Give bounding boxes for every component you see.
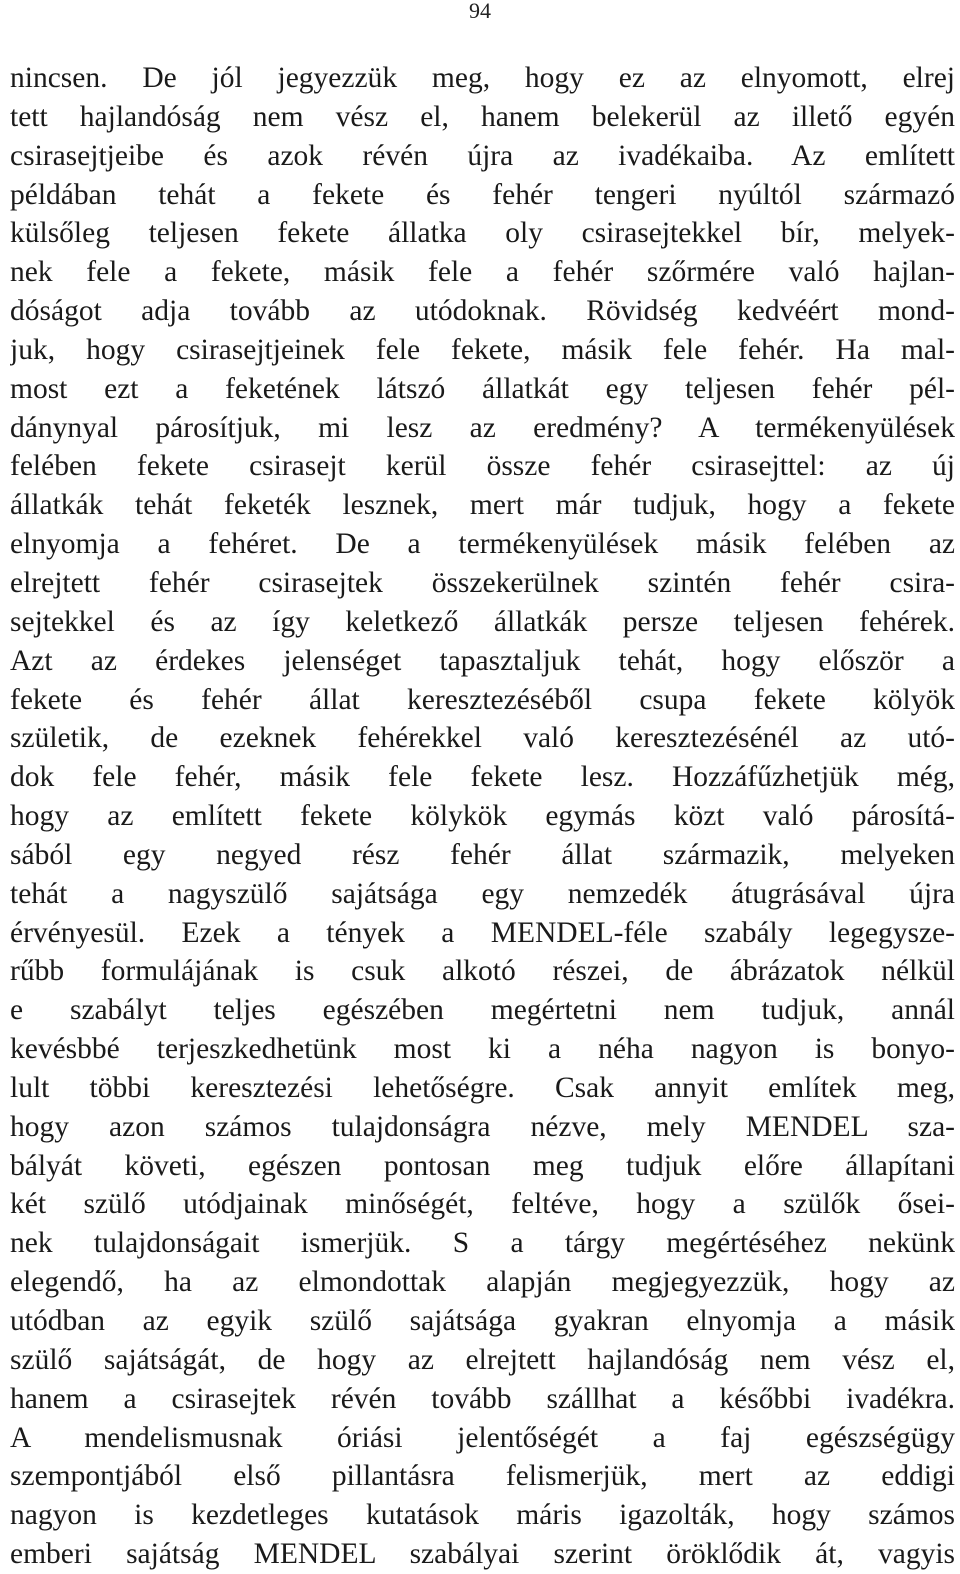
text-line: dok fele fehér, másik fele fekete lesz. Hozzáfűzhetjük még, xyxy=(10,761,955,794)
page-number: 94 xyxy=(469,0,491,23)
text-line: nek fele a fekete, másik fele a fehér szőrmére való hajlan- xyxy=(10,256,955,289)
text-line: dánynyal párosítjuk, mi lesz az eredmény? A termékenyülések xyxy=(10,411,955,444)
text-line: állatkák tehát feketék lesznek, mert már tudjuk, hogy a fekete xyxy=(10,489,955,522)
text-line: A mendelismusnak óriási jelentőségét a faj egészségügy xyxy=(10,1421,955,1454)
text-line: sából egy negyed rész fehér állat származik, melyeken xyxy=(10,838,955,871)
text-line: fekete és fehér állat keresztezéséből csupa fekete kölyök xyxy=(10,683,955,716)
text-line: sejtekkel és az így keletkező állatkák persze teljesen fehérek. xyxy=(10,605,955,638)
text-line: kevésbbé terjeszkedhetünk most ki a néha nagyon is bonyo- xyxy=(10,1033,955,1066)
text-line: két szülő utódjainak minőségét, feltéve, hogy a szülők ősei- xyxy=(10,1188,955,1221)
text-line: szempontjából első pillantásra felismerjük, mert az eddigi xyxy=(10,1460,955,1493)
text-line: hogy azon számos tulajdonságra nézve, mely MENDEL sza- xyxy=(10,1110,955,1143)
text-line: bályát követi, egészen pontosan meg tudjuk előre állapítani xyxy=(10,1149,955,1182)
text-line: emberi sajátság MENDEL szabályai szerint öröklődik át, vagyis xyxy=(10,1538,955,1571)
text-line: dóságot adja tovább az utódoknak. Rövidség kedvéért mond- xyxy=(10,295,955,328)
text-line: nincsen. De jól jegyezzük meg, hogy ez az elnyomott, elrej xyxy=(10,62,955,94)
text-line: érvényesül. Ezek a tények a MENDEL-féle szabály legegysze- xyxy=(10,916,955,949)
text-line: hogy az említett fekete kölykök egymás közt való párosítá- xyxy=(10,800,955,833)
text-line: külsőleg teljesen fekete állatka oly csirasejtekkel bír, melyek- xyxy=(10,217,955,250)
text-line: rűbb formulájának is csuk alkotó részei, de ábrázatok nélkül xyxy=(10,955,955,988)
text-line: csirasejtjeibe és azok révén újra az ivadékaiba. Az említett xyxy=(10,139,955,172)
text-line: szülő sajátságát, de hogy az elrejtett hajlandóság nem vész el, xyxy=(10,1343,955,1376)
text-line: tett hajlandóság nem vész el, hanem belekerül az illető egyén xyxy=(10,100,955,133)
text-line: születik, de ezeknek fehérekkel való keresztezésénél az utó- xyxy=(10,722,955,755)
text-line: elrejtett fehér csirasejtek összekerülnek szintén fehér csira- xyxy=(10,566,955,599)
text-line: példában tehát a fekete és fehér tengeri nyúltól származó xyxy=(10,178,955,211)
text-line: elegendő, ha az elmondottak alapján megjegyezzük, hogy az xyxy=(10,1266,955,1299)
text-line: lult többi keresztezési lehetőségre. Csak annyit említek meg, xyxy=(10,1071,955,1104)
text-line: felében fekete csirasejt kerül össze fehér csirasejttel: az új xyxy=(10,450,955,483)
text-line: hanem a csirasejtek révén tovább szállhat a későbbi ivadékra. xyxy=(10,1382,955,1415)
text-line: e szabályt teljes egészében megértetni nem tudjuk, annál xyxy=(10,994,955,1027)
text-line: juk, hogy csirasejtjeinek fele fekete, másik fele fehér. Ha mal- xyxy=(10,333,955,366)
text-line: tehát a nagyszülő sajátsága egy nemzedék átugrásával újra xyxy=(10,877,955,910)
text-line: nagyon is kezdetleges kutatások máris igazolták, hogy számos xyxy=(10,1499,955,1532)
text-line: most ezt a feketének látszó állatkát egy teljesen fehér pél- xyxy=(10,372,955,405)
body-text xyxy=(10,59,955,1574)
text-line: utódban az egyik szülő sajátsága gyakran elnyomja a másik xyxy=(10,1305,955,1337)
text-line: Azt az érdekes jelenséget tapasztaljuk tehát, hogy először a xyxy=(10,644,955,677)
text-line: nek tulajdonságait ismerjük. S a tárgy megértéséhez nekünk xyxy=(10,1227,955,1260)
text-line: elnyomja a fehéret. De a termékenyülések másik felében az xyxy=(10,528,955,561)
